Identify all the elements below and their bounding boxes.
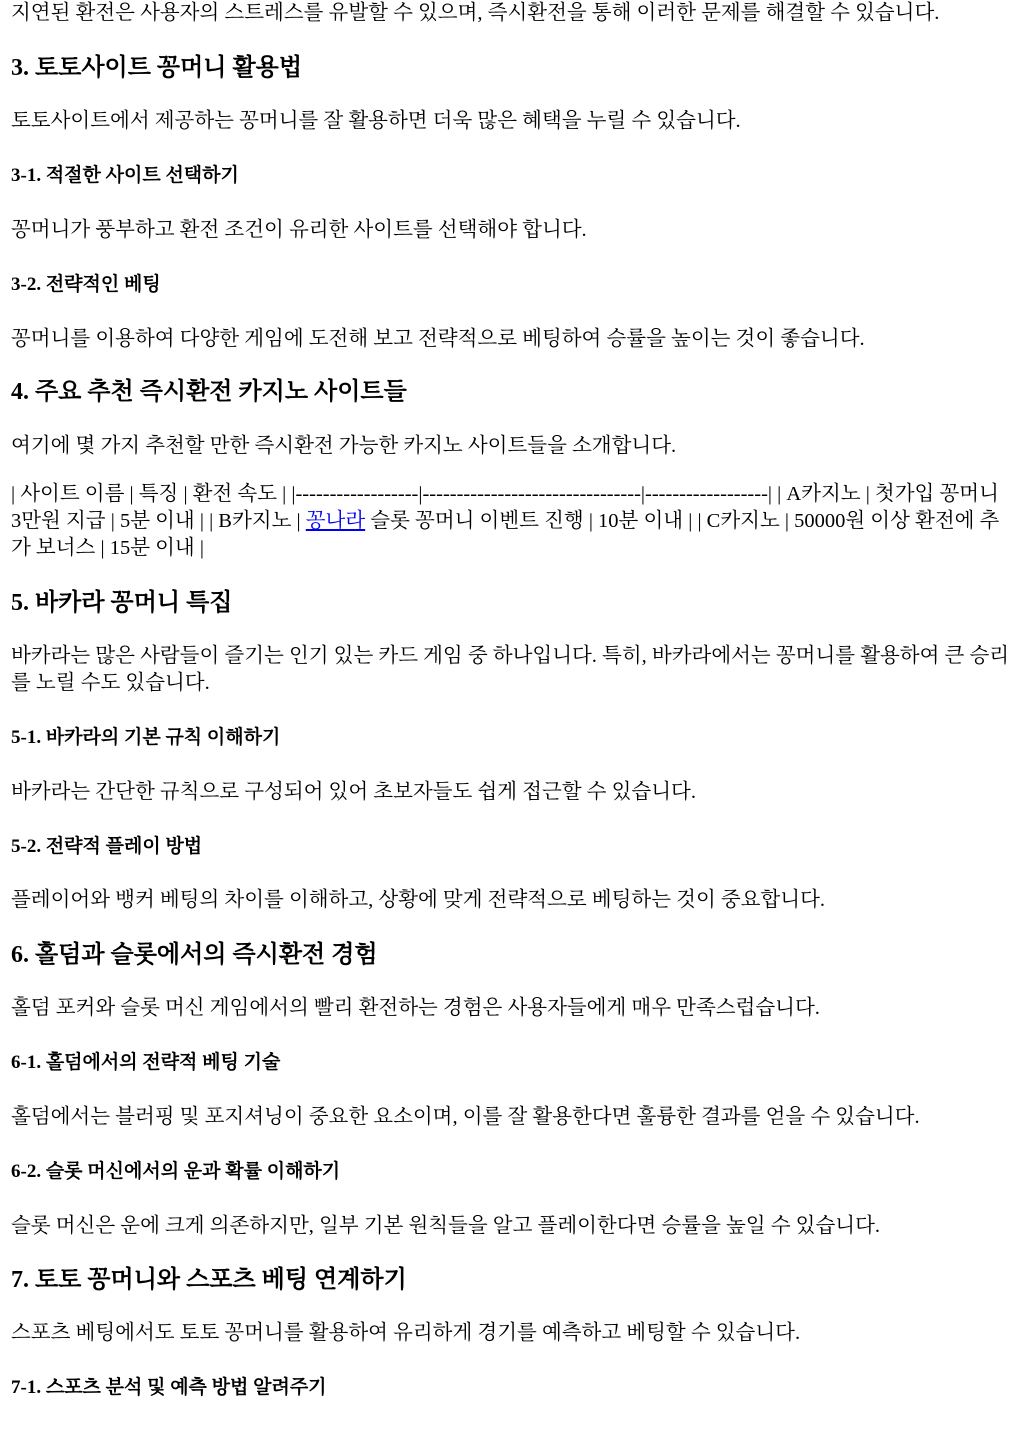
section-3-heading: 3. 토토사이트 꽁머니 활용법 — [11, 55, 303, 81]
intro-paragraph: 지연된 환전은 사용자의 스트레스를 유발할 수 있으며, 즉시환전을 통해 이러한 문제를 해결할 수 있습니다. — [11, 2, 940, 24]
section-6-1-heading: 6-1. 홀덤에서의 전략적 베팅 기술 — [11, 1052, 281, 1073]
section-6-2-paragraph: 슬롯 머신은 운에 크게 의존하지만, 일부 기본 원칙들을 알고 플레이한다면 승률을 높일 수 있습니다. — [11, 1215, 880, 1237]
section-3-1-heading: 3-1. 적절한 사이트 선택하기 — [11, 165, 239, 186]
section-3-2-heading: 3-2. 전략적인 베팅 — [11, 274, 161, 295]
section-5-paragraph: 바카라는 많은 사람들이 즐기는 인기 있는 카드 게임 중 하나입니다. 특히, 바카라에서는 꽁머니를 활용하여 큰 승리를 노릴 수도 있습니다. — [11, 645, 1010, 694]
section-6-paragraph: 홀덤 포커와 슬롯 머신 게임에서의 빨리 환전하는 경험은 사용자들에게 매우 만족스럽습니다. — [11, 997, 820, 1019]
section-6-heading: 6. 홀덤과 슬롯에서의 즉시환전 경험 — [11, 942, 378, 968]
section-6-1-paragraph: 홀덤에서는 블러핑 및 포지셔닝이 중요한 요소이며, 이를 잘 활용한다면 훌륭한 결과를 얻을 수 있습니다. — [11, 1106, 920, 1128]
section-5-2-paragraph: 플레이어와 뱅커 베팅의 차이를 이해하고, 상황에 맞게 전략적으로 베팅하는 것이 중요합니다. — [11, 889, 826, 911]
section-3-2-paragraph: 꽁머니를 이용하여 다양한 게임에 도전해 보고 전략적으로 베팅하여 승률을 높이는 것이 좋습니다. — [11, 328, 865, 350]
section-5-heading: 5. 바카라 꽁머니 특집 — [11, 590, 233, 616]
section-4-paragraph: 여기에 몇 가지 추천할 만한 즉시환전 가능한 카지노 사이트들을 소개합니다. — [11, 435, 677, 457]
section-7-1-heading: 7-1. 스포츠 분석 및 예측 방법 알려주기 — [11, 1377, 327, 1398]
section-5-1-paragraph: 바카라는 간단한 규칙으로 구성되어 있어 초보자들도 쉽게 접근할 수 있습니다. — [11, 781, 696, 803]
table-text-before-link: | 사이트 이름 | 특징 | 환전 속도 | |------------------|--------------------------------|------------------| | A카지노 | 첫가입 꽁머니 3만원 지급 | 5분 이내 | | B카지노 | — [11, 483, 999, 532]
section-7-paragraph: 스포츠 베팅에서도 토토 꽁머니를 활용하여 유리하게 경기를 예측하고 베팅할 수 있습니다. — [11, 1322, 801, 1344]
section-6-2-heading: 6-2. 슬롯 머신에서의 운과 확률 이해하기 — [11, 1161, 341, 1182]
section-5-1-heading: 5-1. 바카라의 기본 규칙 이해하기 — [11, 727, 281, 748]
section-3-1-paragraph: 꽁머니가 풍부하고 환전 조건이 유리한 사이트를 선택해야 합니다. — [11, 219, 587, 241]
kkongnara-link[interactable]: 꽁나라 — [305, 510, 366, 532]
section-7-heading: 7. 토토 꽁머니와 스포츠 베팅 연계하기 — [11, 1267, 407, 1293]
casino-site-table-text — [11, 481, 1013, 562]
section-4-heading: 4. 주요 추천 즉시환전 카지노 사이트들 — [11, 379, 407, 405]
table-text-after-link: 슬롯 꽁머니 이벤트 진행 | 10분 이내 | | C카지노 | 50000원 이상 환전에 추가 보너스 | 15분 이내 | — [11, 510, 1000, 559]
section-3-paragraph: 토토사이트에서 제공하는 꽁머니를 잘 활용하면 더욱 많은 혜택을 누릴 수 있습니다. — [11, 110, 741, 132]
section-5-2-heading: 5-2. 전략적 플레이 방법 — [11, 836, 203, 857]
